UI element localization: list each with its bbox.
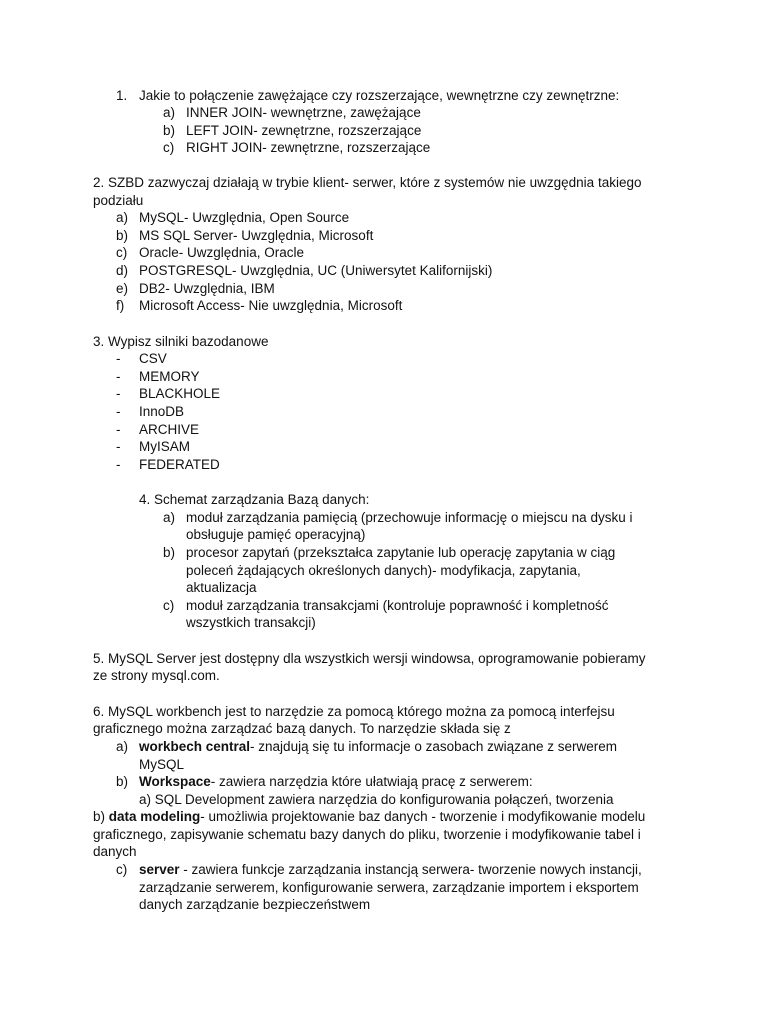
list-item: RIGHT JOIN- zewnętrzne, rozszerzające	[186, 140, 431, 155]
term-bold: server	[139, 862, 180, 877]
list-marker: d)	[116, 263, 129, 278]
list-item-cont: wszystkich transakcji)	[186, 615, 316, 630]
list-item: MEMORY	[139, 369, 200, 384]
list-marker: c)	[163, 140, 175, 155]
list-dash: -	[116, 404, 121, 419]
term-desc: - znajdują się tu informacje o zasobach związane z serwerem	[250, 739, 617, 754]
list-dash: -	[116, 422, 121, 437]
question-3: 3. Wypisz silniki bazodanowe	[93, 334, 269, 349]
term-bold: data modeling	[108, 809, 201, 824]
list-item: InnoDB	[139, 404, 185, 419]
term-bold: workbech central	[139, 739, 251, 754]
question-4: 4. Schemat zarządzania Bazą danych:	[139, 492, 370, 507]
list-item	[139, 738, 617, 756]
list-item	[139, 773, 533, 791]
term-desc: - zawiera narzędzia które ułatwiają pracę z serwerem:	[210, 774, 533, 789]
list-marker: a)	[163, 105, 176, 120]
list-item: Microsoft Access- Nie uwzględnia, Microsoft	[139, 298, 403, 313]
list-item: LEFT JOIN- zewnętrzne, rozszerzające	[186, 123, 422, 138]
list-dash: -	[116, 369, 121, 384]
list-marker: b)	[163, 123, 176, 138]
paragraph-5: 5. MySQL Server jest dostępny dla wszystkich wersji windowsa, oprogramowanie pobieramy	[93, 651, 646, 666]
paragraph-5-cont: ze strony mysql.com.	[93, 668, 220, 683]
sub-marker: b)	[93, 809, 109, 824]
list-marker: b)	[116, 228, 129, 243]
paragraph-6: 6. MySQL workbench jest to narzędzie za pomocą którego można za pomocą interfejsu	[93, 704, 615, 719]
list-item: moduł zarządzania transakcjami (kontroluje poprawność i kompletność	[186, 598, 609, 613]
list-marker: e)	[116, 281, 129, 296]
list-dash: -	[116, 439, 121, 454]
list-marker: a)	[116, 739, 129, 754]
list-marker: c)	[116, 862, 128, 877]
term-bold: Workspace	[139, 774, 211, 789]
list-item: CSV	[139, 351, 167, 366]
list-item: POSTGRESQL- Uwzględnia, UC (Uniwersytet Kalifornijski)	[139, 263, 493, 278]
term-desc: - umożliwia projektowanie baz danych - tworzenie i modyfikowanie modelu	[200, 809, 646, 824]
term-desc: - zawiera funkcje zarządzania instancją serwera- tworzenie nowych instancji,	[179, 862, 642, 877]
list-number: 1.	[116, 88, 128, 103]
list-item: moduł zarządzania pamięcią (przechowuje informację o miejscu na dysku i	[186, 510, 633, 525]
sub-item: a) SQL Development zawiera narzędzia do konfigurowania połączeń, tworzenia	[139, 792, 614, 807]
list-item-cont: MySQL	[139, 757, 185, 772]
list-item-cont: poleceń żądających określonych danych)- modyfikacja, zapytania,	[186, 563, 581, 578]
list-marker: c)	[116, 245, 128, 260]
question-2-cont: podziału	[93, 193, 144, 208]
list-item: MS SQL Server- Uwzględnia, Microsoft	[139, 228, 374, 243]
list-marker: f)	[116, 298, 125, 313]
list-item	[139, 861, 642, 879]
data-modeling-cont: graficznego, zapisywanie schematu bazy danych do pliku, tworzenie i modyfikowanie tabel i	[93, 827, 641, 842]
list-marker: b)	[163, 545, 176, 560]
question-1: Jakie to połączenie zawężające czy rozszerzające, wewnętrzne czy zewnętrzne:	[139, 88, 620, 103]
list-item-cont: danych zarządzanie bezpieczeństwem	[139, 897, 371, 912]
paragraph-6-cont: graficznego można zarządzać bazą danych. To narzędzie składa się z	[93, 721, 511, 736]
list-item-cont: obsługuje pamięć operacyjną)	[186, 527, 366, 542]
list-item-cont: aktualizacja	[186, 580, 257, 595]
list-marker: b)	[116, 774, 129, 789]
list-item: FEDERATED	[139, 457, 220, 472]
list-item: INNER JOIN- wewnętrzne, zawężające	[186, 105, 421, 120]
list-item-cont: zarządzanie serwerem, konfigurowanie serwera, zarządzanie importem i eksportem	[139, 880, 639, 895]
list-dash: -	[116, 351, 121, 366]
list-marker: a)	[116, 210, 129, 225]
list-dash: -	[116, 457, 121, 472]
list-item: ARCHIVE	[139, 422, 200, 437]
list-item: BLACKHOLE	[139, 386, 221, 401]
list-marker: a)	[163, 510, 176, 525]
data-modeling-item	[93, 808, 645, 826]
list-item: procesor zapytań (przekształca zapytanie lub operację zapytania w ciąg	[186, 545, 616, 560]
list-item: MySQL- Uwzględnia, Open Source	[139, 210, 350, 225]
question-2: 2. SZBD zazwyczaj działają w trybie klient- serwer, które z systemów nie uwzgędnia takiego	[93, 175, 642, 190]
list-item: DB2- Uwzględnia, IBM	[139, 281, 275, 296]
list-item: MyISAM	[139, 439, 191, 454]
list-marker: c)	[163, 598, 175, 613]
list-item: Oracle- Uwzględnia, Oracle	[139, 245, 305, 260]
list-dash: -	[116, 386, 121, 401]
data-modeling-cont: danych	[93, 844, 137, 859]
